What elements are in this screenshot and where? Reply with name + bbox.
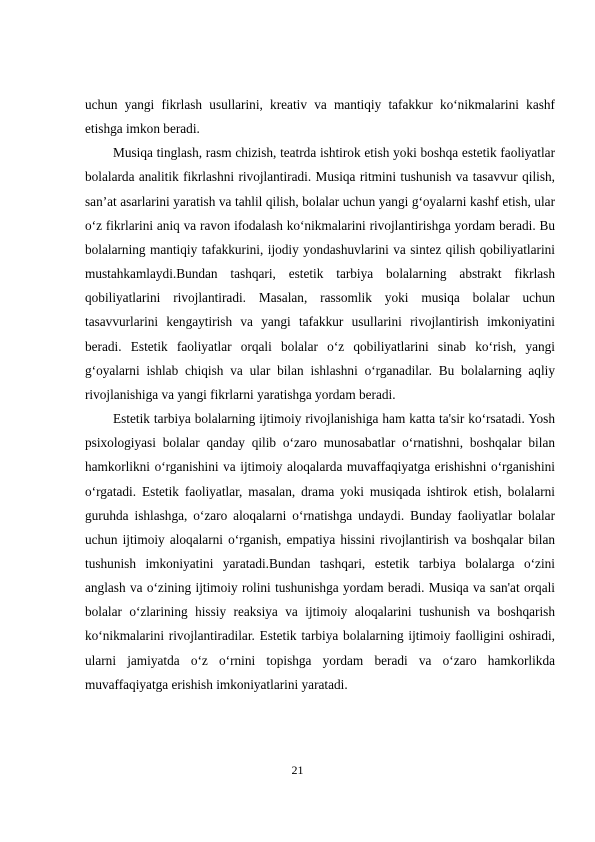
paragraph-social-development: Estetik tarbiya bolalarning ijtimoiy rivojlanishiga ham katta ta'sir ko‘rsatadi. Yosh psixologiyasi bolalar qanday qilib o‘zaro munosabatlar o‘rnatishni, boshqalar bilan hamkorlikni o‘rganishini va ijtimoiy aloqalarda muvaffaqiyatga erishishni o‘rganishini o‘rgatadi. Estetik faoliyatlar, masalan, drama yoki musiqada ishtirok etish, bolalarni guruhda ishlashga, o‘zaro aloqalarni o‘rnatishga undaydi. Bunday faoliyatlar bolalar uchun ijtimoiy aloqalarni o‘rganish, empatiya hissini rivojlantirish va boshqalar bilan tushunish imkoniyatini yaratadi.Bundan tashqari, estetik tarbiya bolalarga o‘zini anglash va o‘zining ijtimoiy rolini tushunishga yordam beradi. Musiqa va san'at orqali bolalar o‘zlarining hissiy reaksiya va ijtimoiy aloqalarini tushunish va boshqarish ko‘nikmalarini rivojlantiradilar. Estetik tarbiya bolalarning ijtimoiy faolligini oshiradi, ularni jamiyatda o‘z o‘rnini topishga yordam beradi va o‘zaro hamkorlikda muvaffaqiyatga erishish imkoniyatlarini yaratadi. xyxy=(85,411,555,692)
page-body xyxy=(85,93,555,697)
page-number: 21 xyxy=(291,763,304,777)
paragraph-cognitive-development: Musiqa tinglash, rasm chizish, teatrda ishtirok etish yoki boshqa estetik faoliyatlar bolalarda analitik fikrlashni rivojlantiradi. Musiqa ritmini tushunish va tasavvur qilish, san’at asarlarini yaratish va tahlil qilish, bolalar uchun yangi g‘oyalarni kashf etish, ular o‘z fikrlarini aniq va ravon ifodalash ko‘nikmalarini rivojlantirishga yordam beradi. Bu bolalarning mantiqiy tafakkurini, ijodiy yondashuvlarini va sintez qilish qobiliyatlarini mustahkamlaydi.Bundan tashqari, estetik tarbiya bolalarning abstrakt fikrlash qobiliyatlarini rivojlantiradi. Masalan, rassomlik yoki musiqa bolalar uchun tasavvurlarini kengaytirish va yangi tafakkur usullarini rivojlantirish imkoniyatini beradi. Estetik faoliyatlar orqali bolalar o‘z qobiliyatlarini sinab ko‘rish, yangi g‘oyalarni ishlab chiqish va ular bilan ishlashni o‘rganadilar. Bu bolalarning aqliy rivojlanishiga va yangi fikrlarni yaratishga yordam beradi. xyxy=(85,145,555,402)
paragraph-continuation: uchun yangi fikrlash usullarini, kreativ va mantiqiy tafakkur ko‘nikmalarini kashf etishga imkon beradi. xyxy=(85,97,555,137)
